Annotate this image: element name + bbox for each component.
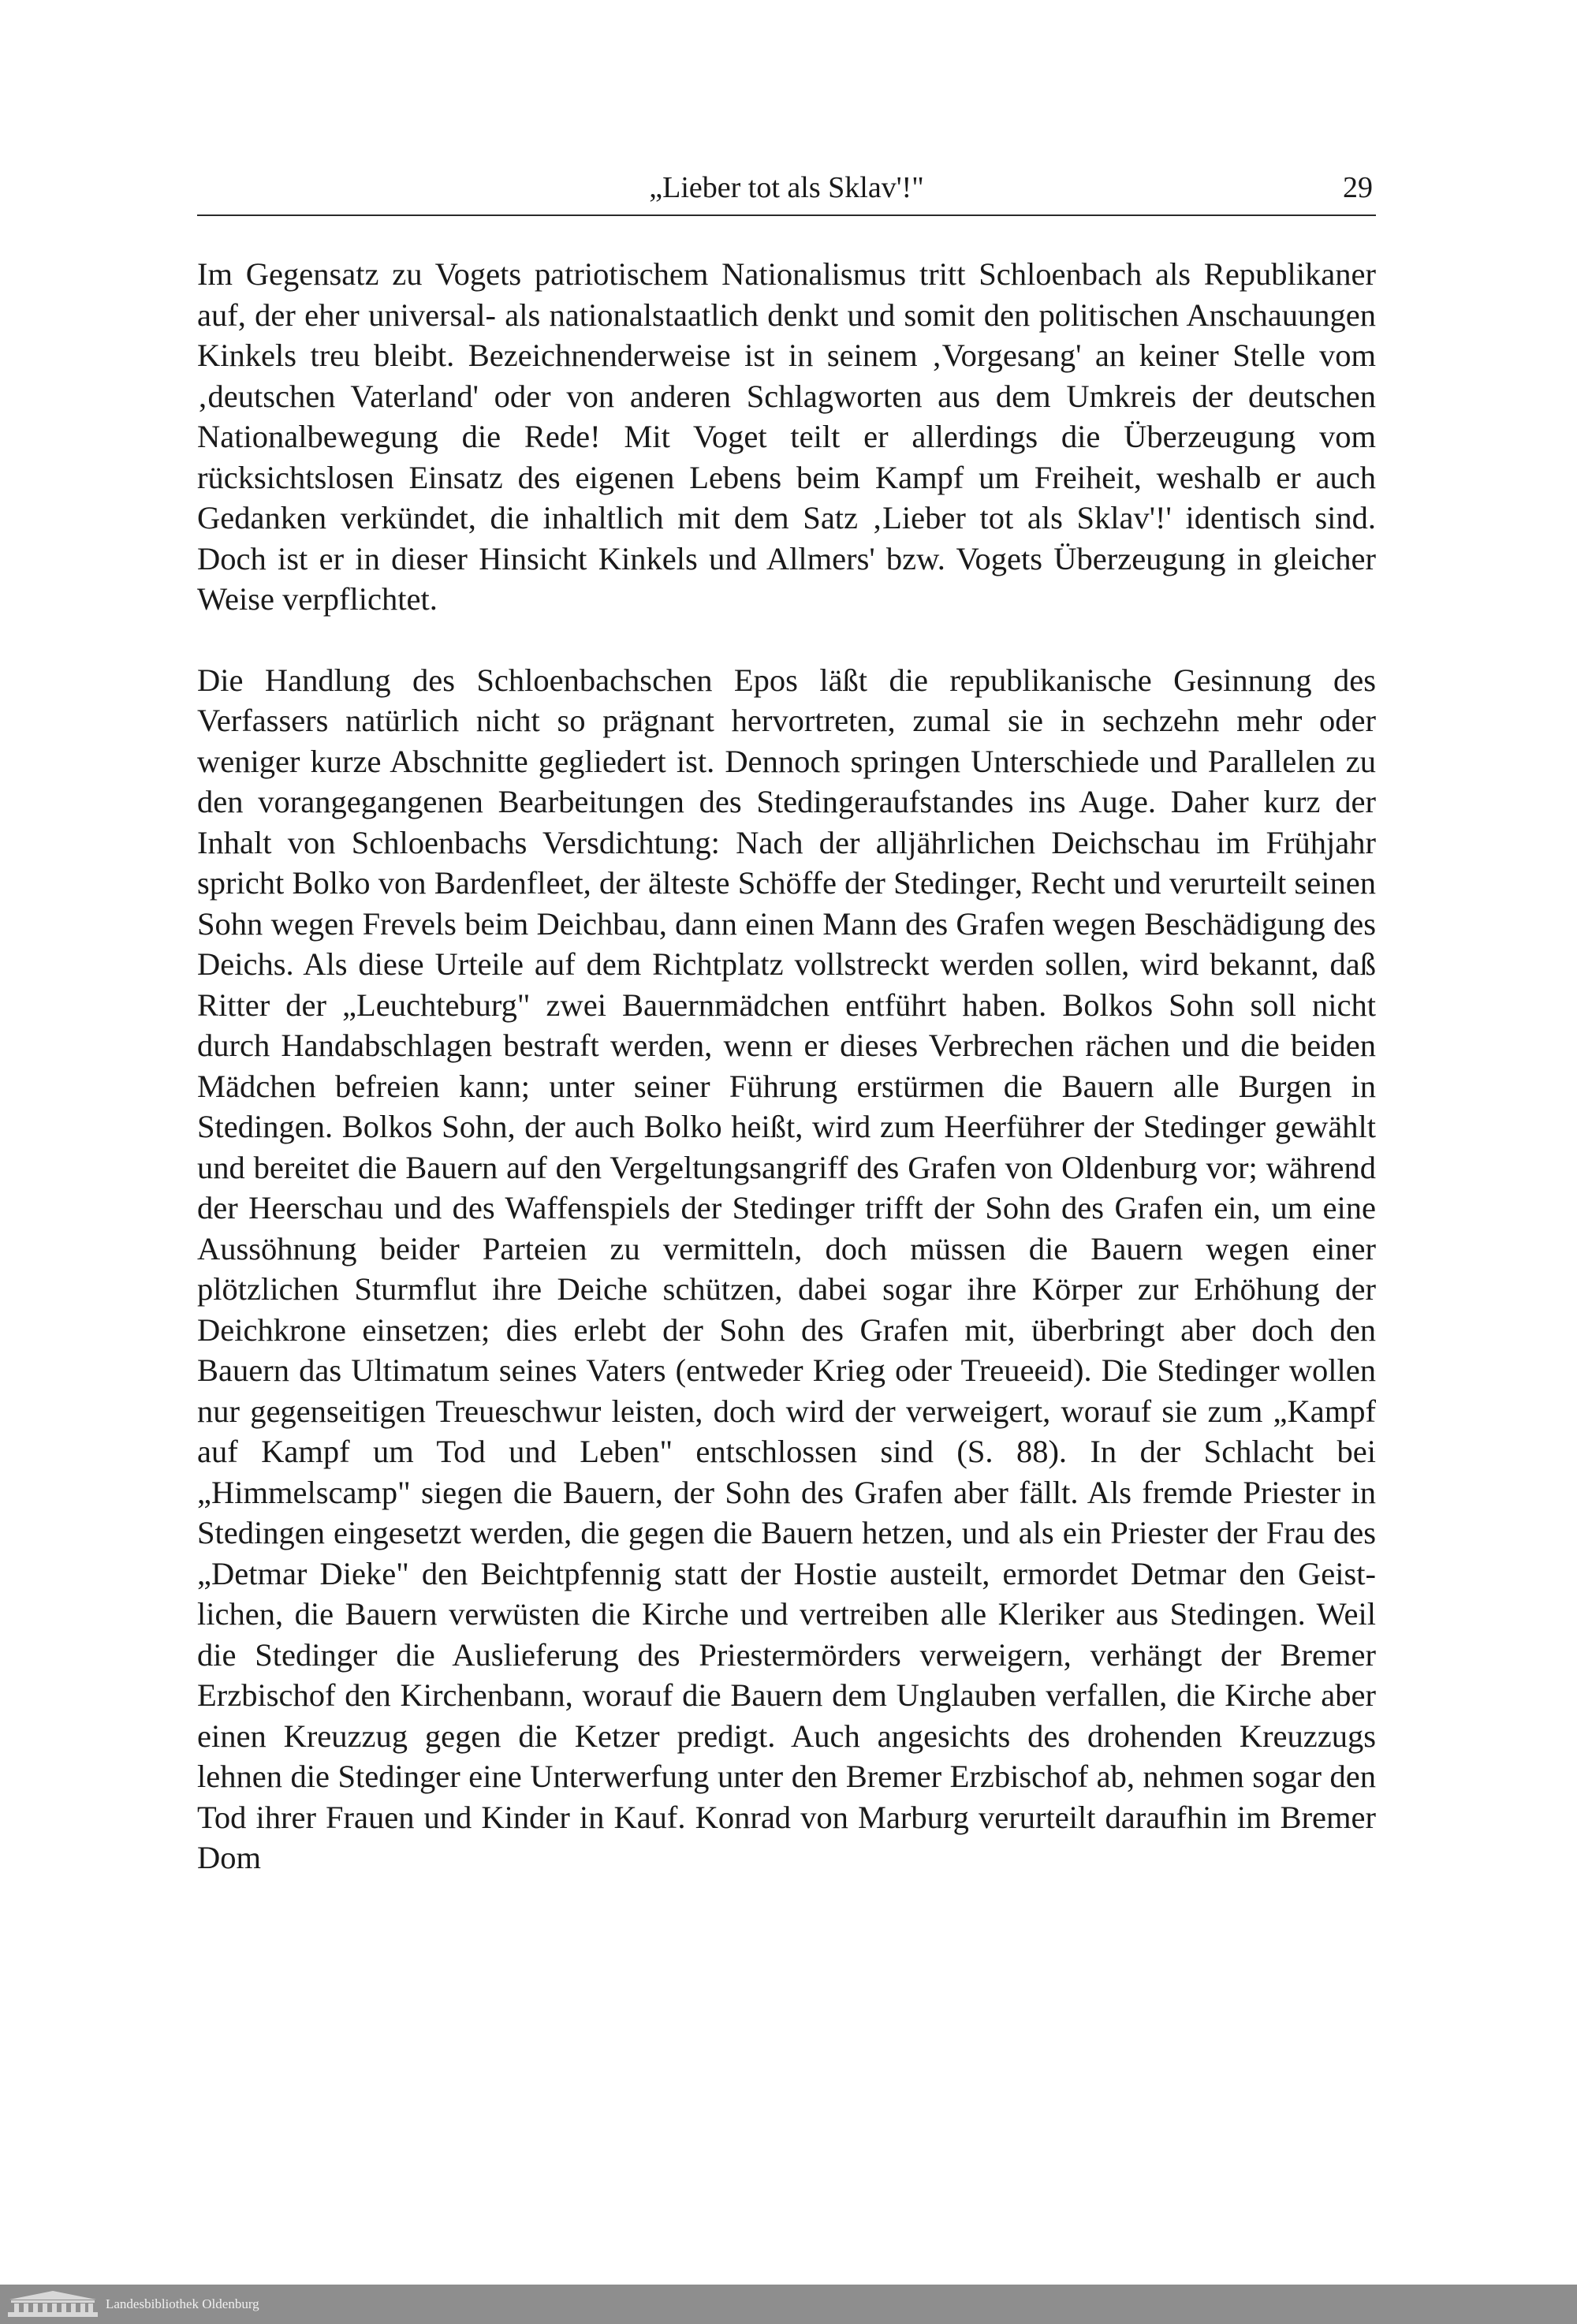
- page-header: [197, 167, 1376, 216]
- body-text: [197, 254, 1376, 1878]
- paragraph-2: Die Handlung des Schloenbachschen Epos läßt die republikanische Gesinnung des Verfassers natürlich nicht so prägnant hervortreten, zumal sie in sechzehn mehr oder weniger kurze Abschnitte gegliedert ist. Dennoch springen Unterschiede und Parallelen zu den vorangegangenen Bearbeitungen des Stedingeraufstandes ins Auge. Daher kurz der Inhalt von Schloenbachs Versdichtung: Nach der alljährlichen Deichschau im Frühjahr spricht Bolko von Bardenfleet, der älteste Schöffe der Stedinger, Recht und verurteilt seinen Sohn wegen Frevels beim Deichbau, dann einen Mann des Grafen wegen Beschädigung des Deichs. Als diese Urteile auf dem Richtplatz vollstreckt werden sollen, wird bekannt, daß Ritter der „Leuchteburg" zwei Bauernmädchen entführt haben. Bolkos Sohn soll nicht durch Handabschlagen bestraft werden, wenn er dieses Verbrechen rächen und die beiden Mädchen befreien kann; unter seiner Führung erstürmen die Bauern alle Burgen in Stedingen. Bolkos Sohn, der auch Bolko heißt, wird zum Heerführer der Stedinger gewählt und bereitet die Bauern auf den Vergeltungsangriff des Grafen von Oldenburg vor; während der Heerschau und des Waffenspiels der Stedinger trifft der Sohn des Grafen ein, um eine Aussöhnung beider Parteien zu vermitteln, doch müssen die Bauern wegen einer plötzlichen Sturmflut ihre Deiche schützen, dabei sogar ihre Körper zur Erhöhung der Deichkrone einsetzen; dies erlebt der Sohn des Grafen mit, überbringt aber doch den Bauern das Ultimatum seines Vaters (entweder Krieg oder Treueeid). Die Stedinger wollen nur gegenseitigen Treueschwur leisten, doch wird der verweigert, worauf sie zum „Kampf auf Kampf um Tod und Leben" entschlossen sind (S. 88). In der Schlacht bei „Himmelscamp" siegen die Bauern, der Sohn des Grafen aber fällt. Als fremde Priester in Stedingen eingesetzt werden, die gegen die Bauern hetzen, und als ein Priester der Frau des „Detmar Dieke" den Beichtpfennig statt der Hostie austeilt, ermordet Detmar den Geistlichen, die Bauern verwüsten die Kirche und vertreiben alle Kleriker aus Stedingen. Weil die Stedinger die Auslieferung des Priestermörders verweigern, verhängt der Bremer Erzbischof den Kirchenbann, worauf die Bauern dem Unglauben verfallen, die Kirche aber einen Kreuzzug gegen die Ketzer predigt. Auch angesichts des drohenden Kreuzzugs lehnen die Stedinger eine Unterwerfung unter den Bremer Erzbischof ab, nehmen sogar den Tod ihrer Frauen und Kinder in Kauf. Konrad von Marburg verurteilt daraufhin im Bremer Dom: [197, 662, 1376, 1875]
- library-name: Landesbibliothek Oldenburg: [106, 2296, 259, 2311]
- library-building-icon: [6, 2289, 99, 2320]
- footer-bar: [0, 2285, 1577, 2324]
- running-title: „Lieber tot als Sklav'!": [649, 171, 924, 204]
- paragraph-1: Im Gegensatz zu Vogets patriotischem Nationalismus tritt Schloenbach als Republikaner auf, der eher universal- als nationalstaatlich denkt und somit den politischen Anschauungen Kinkels treu bleibt. Bezeichnenderweise ist in seinem ‚Vorgesang' an keiner Stelle vom ‚deutschen Vaterland' oder von anderen Schlagworten aus dem Umkreis der deutschen Nationalbewegung die Rede! Mit Voget teilt er allerdings die Überzeugung vom rücksichtslosen Einsatz des eigenen Lebens beim Kampf um Freiheit, weshalb er auch Gedanken verkündet, die inhaltlich mit dem Satz ‚Lieber tot als Sklav'!' identisch sind. Doch ist er in dieser Hinsicht Kinkels und Allmers' bzw. Vogets Überzeugung in gleicher Weise verpflichtet.: [197, 256, 1376, 617]
- page-number: 29: [1343, 171, 1373, 204]
